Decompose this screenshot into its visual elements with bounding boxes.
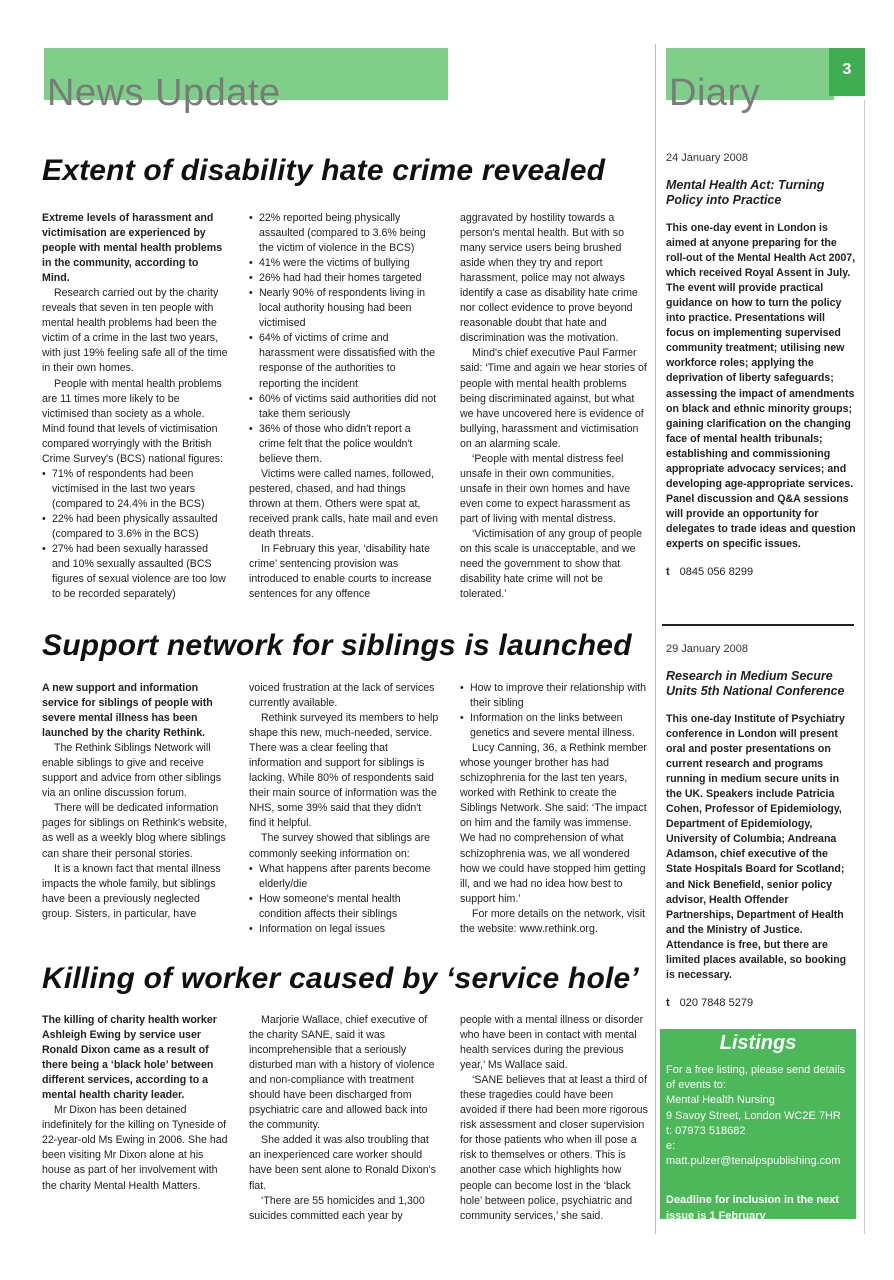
diary-phone — [666, 997, 856, 1009]
article-paragraph: ‘Victimisation of any group of people on this scale is unacceptable, and we need the government to show that disability hate crime will not be tolerated.’ — [460, 527, 642, 601]
diary-entry — [666, 152, 856, 578]
diary-body: This one-day Institute of Psychiatry conference in London will present oral and poster presentations on current research and programs running in medium secure units in the UK. Speakers include Patricia Cohen, Professor of Epidemiology, Department of Epidemiology, University of Columbia; Andreana Adamson, chief executive of the State Hospitals Board for Scotland; and Nick Benefield, senior policy advisor, Health Offender Partnerships, Department of Health and the Ministry of Justice. Attendance is free, but there are limited places available, so booking is necessary. — [666, 713, 847, 981]
bullet-item: • 22% had been physically assaulted (compared to 3.6% in the BCS) — [42, 512, 228, 542]
bullet-item: • Information on the links between genetics and severe mental illness. — [460, 711, 648, 741]
bullet-item: • 22% reported being physically assaulted (compared to 3.6% being the victim of violence in the BCS) — [249, 211, 439, 256]
bullet-item: • Information on legal issues — [249, 922, 439, 937]
article-column — [460, 1013, 648, 1224]
bullet-item: • 41% were the victims of bullying — [249, 256, 439, 271]
listings-title: Listings — [719, 1032, 797, 1054]
article-column — [42, 681, 228, 922]
bullet-item: • Nearly 90% of respondents living in local authority housing had been victimised — [249, 286, 439, 331]
diary-entry — [666, 643, 856, 1009]
article-headline: Support network for siblings is launched — [42, 629, 632, 662]
bullet-list — [460, 681, 648, 741]
article-paragraph: Lucy Canning, 36, a Rethink member whose younger brother has had schizophrenia for the last ten years, worked with Rethink to create the Siblings Network. She said: ‘The impact on him and the family was immense. We had no comprehension of what schizophrenia was, we all wondered how we could have stopped him getting ill, and we had no idea how best to support him.’ — [460, 742, 647, 905]
section-title-diary: Diary — [669, 72, 761, 114]
article-lead: A new support and information service for siblings of people with severe mental illness has been launched by the charity Rethink. — [42, 682, 213, 740]
article-column — [249, 681, 439, 937]
bullet-item: • 36% of those who didn't report a crime felt that the police wouldn't believe them. — [249, 422, 439, 467]
listings-box — [660, 1029, 856, 1222]
article-headline: Extent of disability hate crime revealed — [42, 154, 606, 187]
listings-line: For a free listing, please send details of events to: — [666, 1064, 846, 1092]
article-paragraph: ‘People with mental distress feel unsafe in their own communities, unsafe in their own homes and have even come to expect harassment as part of living with mental distress. — [460, 452, 631, 525]
listings-details — [666, 1063, 850, 1169]
article-column — [249, 1013, 439, 1224]
article-paragraph: It is a known fact that mental illness impacts the whole family, but siblings have been a previously neglected group. Sisters, in particular, have — [42, 862, 221, 920]
listings-deadline: Deadline for inclusion in the next issue is 1 February — [666, 1194, 839, 1222]
diary-title: Mental Health Act: Turning Policy into Practice — [666, 178, 825, 207]
bullet-item: • 60% of victims said authorities did not take them seriously — [249, 392, 439, 422]
diary-date: 24 January 2008 — [666, 152, 748, 164]
bullet-item: • How someone's mental health condition affects their siblings — [249, 892, 439, 922]
bullet-item: • How to improve their relationship with their sibling — [460, 681, 648, 711]
article-headline: Killing of worker caused by ‘service hole’ — [42, 962, 639, 995]
article-column — [42, 211, 228, 602]
article-paragraph: ‘There are 55 homicides and 1,300 suicides committed each year by — [249, 1194, 425, 1222]
phone-label: t — [666, 566, 670, 579]
article-paragraph: She added it was also troubling that an inexperienced care worker should have been sent alone to Ronald Dixon's flat. — [249, 1134, 436, 1192]
article-paragraph: Victims were called names, followed, pestered, chased, and had things thrown at them. Others were spat at, received prank calls, hate mail and even death threats. — [249, 467, 439, 540]
diary-date: 29 January 2008 — [666, 643, 748, 655]
column-divider-left — [655, 44, 656, 1234]
listings-line: t: 07973 518682 — [666, 1124, 746, 1137]
page-number: 3 — [842, 61, 852, 78]
diary-title: Research in Medium Secure Units 5th National Conference — [666, 669, 845, 698]
article-paragraph: Research carried out by the charity reveals that seven in ten people with mental health problems had been the victim of a crime in the last two years, with just 19% feeling safe all of the time in their own homes. — [42, 287, 228, 375]
bullet-item: • 27% had been sexually harassed and 10% sexually assaulted (BCS figures of sexual violence are too low to be recorded separately) — [42, 542, 228, 602]
listings-email[interactable]: e: matt.pulzer@tenalpspublishing.com — [666, 1140, 841, 1168]
phone-number: 020 7848 5279 — [679, 996, 754, 1009]
diary-divider — [662, 624, 854, 626]
article-lead: The killing of charity health worker Ashleigh Ewing by service user Ronald Dixon came as a result of there being a ‘black hole’ between different services, according to a mental health charity leader. — [42, 1014, 217, 1102]
bullet-item: • 71% of respondents had been victimised in the last two years (compared to 24.4% in the BCS) — [42, 467, 228, 512]
listings-line: Mental Health Nursing — [666, 1094, 775, 1107]
bullet-list — [249, 211, 439, 467]
article-paragraph: ‘SANE believes that at least a third of these tragedies could have been avoided if there had been more rigorous risk assessment and closer supervision for those patients who when ill pose a risk to themselves or others. This is another case which highlights how people can become lost in the ‘black hole’ between police, psychiatric and community services,’ she said. — [460, 1074, 648, 1222]
article-paragraph: Marjorie Wallace, chief executive of the charity SANE, said it was incomprehensible that a seriously disturbed man with a history of violence and non-compliance with treatment should have been discharged from psychiatric care and allowed back into the community. — [249, 1014, 435, 1132]
listings-line: 9 Savoy Street, London WC2E 7HR — [666, 1109, 841, 1122]
article-column — [460, 211, 648, 602]
article-paragraph: people with a mental illness or disorder who have been in contact with mental health services during the previous year,’ Ms Wallace said. — [460, 1014, 644, 1072]
phone-label: t — [666, 996, 670, 1009]
page-number-tab — [829, 48, 865, 96]
article-paragraph: Mind's chief executive Paul Farmer said: ‘Time and again we hear stories of people with mental health problems being discriminated against, but what we have uncovered here is evidence of bullying, harassment and victimisation on an alarming scale. — [460, 347, 647, 450]
article-paragraph: Mr Dixon has been detained indefinitely for the killing on Tyneside of 22-year-old Ms Ewing in 2006. She had been visiting Mr Dixon alone at his house as part of her involvement with the charity Mental Health Matters. — [42, 1104, 228, 1192]
section-title-news-update: News Update — [47, 72, 281, 114]
article-paragraph: In February this year, ‘disability hate crime’ sentencing provision was introduced to enable courts to increase sentences for any offence — [249, 543, 432, 601]
article-column — [460, 681, 648, 937]
article-paragraph: voiced frustration at the lack of services currently available. — [249, 682, 435, 710]
column-divider-right — [864, 100, 865, 1234]
article-paragraph: For more details on the network, visit the website: www.rethink.org. — [460, 907, 646, 935]
bullet-item: • 26% had had their homes targeted — [249, 271, 439, 286]
article-paragraph: There will be dedicated information pages for siblings on Rethink's website, as well as a weekly blog where siblings can share their personal stories. — [42, 802, 228, 860]
article-paragraph: Rethink surveyed its members to help shape this new, much-needed, service. There was a clear feeling that information and support for siblings is lacking. While 80% of respondents said their main source of information was the NHS, some 39% said that they didn't find it helpful. — [249, 712, 439, 830]
diary-body: This one-day event in London is aimed at anyone preparing for the roll-out of the Mental Health Act 2007, which received Royal Assent in July. The event will provide practical guidance on how to turn the policy into practice. Presentations will focus on implementing supervised community treatment; utilising new workforce roles; applying the deprivation of liberty safeguards; assessing the impact of amendments on black and ethnic minority groups; gaining clarification on the changing face of mental health tribunals; establishing and commissioning appropriate advocacy services; and developing age-appropriate services. Panel discussion and Q&A sessions will provide an opportunity for delegates to trade ideas and question experts on specific issues. — [666, 222, 856, 550]
article-paragraph: The survey showed that siblings are commonly seeking information on: — [249, 832, 430, 860]
bullet-item: • 64% of victims of crime and harassment were dissatisfied with the response of the authorities to reporting the incident — [249, 331, 439, 391]
article-paragraph: aggravated by hostility towards a person's mental health. But with so many service users being brushed aside when they try and report harassment, police may not always identify a case as disability hate crime nor collect evidence to prove beyond reasonable doubt that hate and discrimination was the motivation. — [460, 212, 638, 345]
article-lead: Extreme levels of harassment and victimisation are experienced by people with mental health problems in the community, according to Mind. — [42, 212, 223, 285]
bullet-list — [42, 467, 228, 602]
article-paragraph: The Rethink Siblings Network will enable siblings to give and receive support and advice from other siblings via an online discussion forum. — [42, 742, 222, 800]
article-paragraph: People with mental health problems are 11 times more likely to be victimised than society as a whole. Mind found that levels of victimisation compared worryingly with the British Crime Survey's (BCS) national figures: — [42, 377, 223, 465]
bullet-list — [249, 862, 439, 937]
article-column — [42, 1013, 228, 1194]
phone-number: 0845 056 8299 — [679, 566, 754, 579]
diary-phone — [666, 566, 856, 578]
bullet-item: • What happens after parents become elderly/die — [249, 862, 439, 892]
article-column — [249, 211, 439, 602]
